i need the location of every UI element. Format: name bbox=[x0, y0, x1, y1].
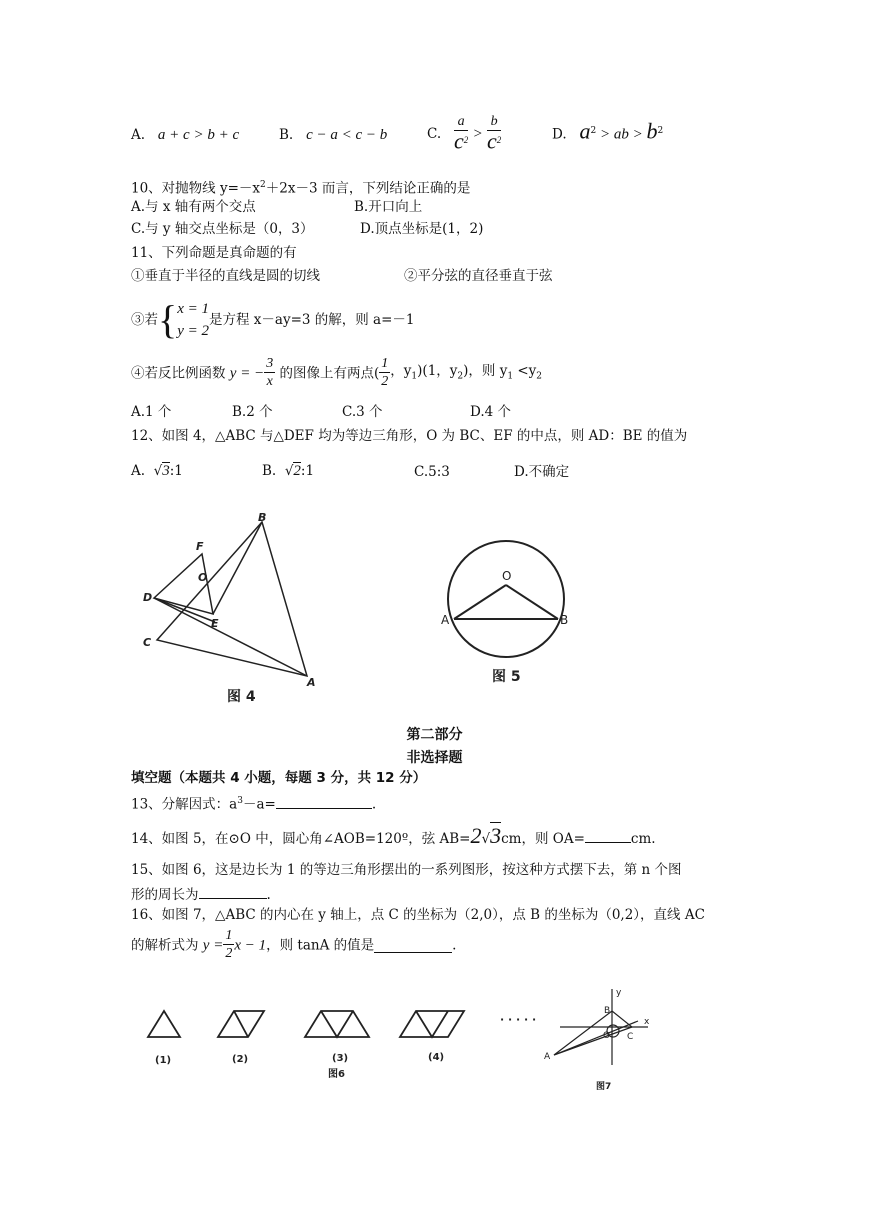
q12-stem: 12、如图 4，△ABC 与△DEF 均为等边三角形，O 为 BC、EF 的中点，则 AD：BE 的值为 bbox=[131, 428, 688, 444]
numerator: 1 bbox=[381, 356, 389, 371]
label-b: B bbox=[560, 613, 569, 627]
denominator: 2 bbox=[225, 946, 233, 961]
figure-4-caption: 图 4 bbox=[227, 689, 256, 705]
numerator: b bbox=[487, 114, 501, 131]
function-lhs: y = bbox=[202, 937, 224, 954]
q12-option-a bbox=[131, 462, 183, 480]
q9-option-c bbox=[427, 114, 501, 155]
fill-heading: 填空题（本题共 4 小题，每题 3 分，共 12 分） bbox=[131, 770, 427, 786]
q12-option-c: C.5:3 bbox=[414, 464, 450, 480]
q12-option-d: D.不确定 bbox=[514, 464, 570, 480]
q9-option-d: D. $a^2$ > ab > $b^2$ bbox=[552, 118, 664, 144]
stem-text: 10、对抛物线 y=－x bbox=[131, 180, 261, 197]
option-expression: c − a < c − b bbox=[306, 127, 388, 143]
denominator: 2 bbox=[381, 374, 389, 389]
denominator: c bbox=[454, 128, 464, 154]
option-label: B. bbox=[262, 463, 277, 479]
q15-line1: 15、如图 6，这是边长为 1 的等边三角形摆出的一系列图形，按这种方式摆下去，第 n 个图 bbox=[131, 862, 682, 878]
q10-option-c: C.与 y 轴交点坐标是（0，3） bbox=[131, 221, 314, 237]
label-x: x bbox=[644, 1017, 650, 1027]
label-b: B bbox=[258, 511, 267, 524]
answer-blank bbox=[276, 794, 372, 809]
option-expression: a + c > b + c bbox=[157, 127, 240, 143]
pattern-2-label: (2) bbox=[232, 1054, 249, 1065]
equation-system bbox=[177, 298, 209, 342]
sqrt-sign: √ bbox=[284, 463, 294, 479]
label-e: E bbox=[211, 617, 219, 630]
label-a: A bbox=[441, 613, 450, 627]
q16-text: 的解析式为 bbox=[131, 937, 199, 954]
option-ratio: :1 bbox=[169, 463, 183, 479]
q16-end: . bbox=[452, 937, 457, 954]
figure-6 bbox=[140, 995, 540, 1085]
segment-ad bbox=[154, 598, 307, 676]
prop-text: 的图像上有两点( bbox=[279, 365, 380, 382]
triangle-abc bbox=[157, 522, 307, 676]
pattern-4 bbox=[400, 1011, 464, 1037]
prop-text: )，则 y bbox=[463, 362, 508, 379]
q11-option-b: B.2 个 bbox=[232, 404, 273, 420]
equation-x: x = 1 bbox=[177, 301, 209, 317]
triangle-abc bbox=[554, 1011, 632, 1055]
radicand: 3 bbox=[162, 463, 170, 479]
q13-text: 13、分解因式：a bbox=[131, 796, 238, 813]
fraction: $\frac{b}{c^2}$ bbox=[487, 114, 502, 154]
radius-oa bbox=[454, 585, 506, 619]
label-y: y bbox=[616, 988, 622, 998]
left-brace: { bbox=[158, 297, 178, 342]
option-label: C. bbox=[427, 125, 442, 142]
denominator: c bbox=[487, 128, 497, 154]
segment-d-e bbox=[154, 598, 215, 622]
prop-text: ，y bbox=[390, 362, 412, 379]
q16-text: ，则 tanA 的值是 bbox=[266, 937, 375, 954]
option-ratio: :1 bbox=[300, 463, 315, 479]
fraction bbox=[223, 928, 234, 963]
q10-option-b: B.开口向上 bbox=[354, 199, 423, 215]
figure-5-caption: 图 5 bbox=[492, 669, 521, 685]
q11-proposition-4 bbox=[131, 356, 542, 391]
option-expression: > ab > bbox=[596, 126, 647, 143]
label-a: A bbox=[544, 1052, 551, 1062]
label-o: O bbox=[603, 1031, 611, 1041]
label-d: D bbox=[143, 591, 153, 604]
part2-title: 第二部分 bbox=[406, 727, 463, 743]
q11-option-c: C.3 个 bbox=[342, 404, 383, 420]
q14 bbox=[131, 823, 656, 848]
pattern-2 bbox=[218, 1011, 264, 1037]
function-lhs: y = − bbox=[229, 365, 265, 382]
figure-5 bbox=[440, 518, 580, 693]
q10-stem: 10、对抛物线 $y=-x^2+2x-3$ 而言，下列结论正确的是 bbox=[131, 180, 471, 197]
var-a: a bbox=[579, 118, 591, 144]
sqrt-sign: √ bbox=[153, 463, 163, 479]
answer-blank bbox=[199, 884, 267, 899]
numerator: a bbox=[454, 114, 468, 131]
coefficient: 2 bbox=[470, 823, 482, 848]
q11-proposition-3 bbox=[131, 298, 415, 342]
label-o: O bbox=[502, 569, 512, 583]
equation-y: y = 2 bbox=[177, 323, 209, 339]
label-f: F bbox=[196, 540, 204, 553]
fraction bbox=[264, 356, 275, 391]
pattern-1 bbox=[148, 1011, 180, 1037]
q9-option-a bbox=[131, 126, 239, 144]
q11-proposition-2: ②平分弦的直径垂直于弦 bbox=[404, 268, 553, 284]
pattern-3-label: (3) bbox=[332, 1053, 349, 1064]
circle-o bbox=[448, 541, 564, 657]
q13-end: . bbox=[371, 796, 377, 813]
var-b: b bbox=[646, 118, 658, 144]
radicand: 2 bbox=[293, 463, 301, 479]
ellipsis-dots: · · · · · bbox=[500, 1013, 537, 1026]
radius-ob bbox=[506, 585, 558, 619]
option-label: A. bbox=[131, 463, 146, 479]
option-label: D. bbox=[552, 126, 567, 143]
figure-7 bbox=[540, 985, 660, 1095]
q10-option-d: D.顶点坐标是(1，2) bbox=[360, 221, 484, 237]
numerator: 1 bbox=[225, 928, 233, 943]
prop-text: 是方程 x－ay=3 的解，则 a=－1 bbox=[208, 312, 415, 328]
q9-option-b bbox=[279, 126, 387, 144]
figure-7-caption: 图7 bbox=[596, 1082, 612, 1092]
option-label: B. bbox=[279, 127, 294, 143]
pattern-3 bbox=[305, 1011, 369, 1037]
q13: 13、分解因式：$a^3-a=$ . bbox=[131, 792, 376, 814]
q10-option-a: A.与 x 轴有两个交点 bbox=[131, 199, 256, 215]
prop-text: )(1，y bbox=[417, 362, 458, 379]
q13-text: －a= bbox=[242, 796, 276, 813]
label-o: O bbox=[198, 571, 208, 584]
answer-blank bbox=[585, 828, 631, 843]
label-c: C bbox=[627, 1032, 634, 1042]
fraction: $\frac{a}{c^2}$ bbox=[454, 114, 469, 154]
fraction bbox=[379, 356, 390, 391]
figure-6-caption: 图6 bbox=[328, 1069, 345, 1080]
q16-line1: 16、如图 7，△ABC 的内心在 y 轴上，点 C 的坐标为（2,0），点 B 的坐标为（0,2），直线 AC bbox=[131, 907, 705, 923]
q15-text: 形的周长为 bbox=[131, 887, 199, 903]
function-rhs: x − 1 bbox=[234, 937, 267, 954]
q11-proposition-1: ①垂直于半径的直线是圆的切线 bbox=[131, 268, 320, 284]
pattern-1-label: (1) bbox=[155, 1055, 172, 1066]
q14-text: cm，则 OA= bbox=[501, 831, 585, 847]
figure-4 bbox=[135, 508, 325, 708]
answer-blank bbox=[374, 938, 452, 953]
radicand: 3 bbox=[490, 823, 502, 848]
q14-text: 14、如图 5，在⊙O 中，圆心角∠AOB=120º，弦 AB= bbox=[131, 831, 471, 847]
prop-text: ③若 bbox=[131, 312, 158, 328]
triangle-def bbox=[154, 554, 213, 614]
line-ac bbox=[554, 1021, 638, 1055]
q16-line2 bbox=[131, 928, 456, 963]
q11-option-a: A.1 个 bbox=[131, 404, 172, 420]
sqrt-sign: √ bbox=[481, 831, 491, 847]
stem-text: ＋2x－3 而言，下列结论正确的是 bbox=[265, 180, 471, 197]
q15-line2 bbox=[131, 884, 271, 904]
part2-subtitle: 非选择题 bbox=[406, 750, 463, 766]
q11-stem: 11、下列命题是真命题的有 bbox=[131, 245, 297, 261]
numerator: 3 bbox=[266, 356, 274, 371]
pattern-4-label: (4) bbox=[428, 1052, 445, 1063]
prop-text: ④若反比例函数 bbox=[131, 365, 226, 382]
q15-end: . bbox=[266, 887, 271, 903]
gt-sign: > bbox=[472, 125, 483, 142]
label-c: C bbox=[143, 636, 152, 649]
label-a: A bbox=[307, 676, 316, 689]
q11-option-d: D.4 个 bbox=[470, 404, 512, 420]
option-label: A. bbox=[131, 127, 146, 143]
prop-tail: ，$y_1)(1$，$y_2$)，则 $y_1 <y_2$ bbox=[390, 362, 543, 382]
q12-option-b bbox=[262, 462, 314, 480]
denominator: x bbox=[266, 374, 273, 389]
q14-end: cm. bbox=[630, 831, 656, 847]
prop-text: <y bbox=[513, 362, 537, 379]
label-b: B bbox=[604, 1006, 611, 1016]
